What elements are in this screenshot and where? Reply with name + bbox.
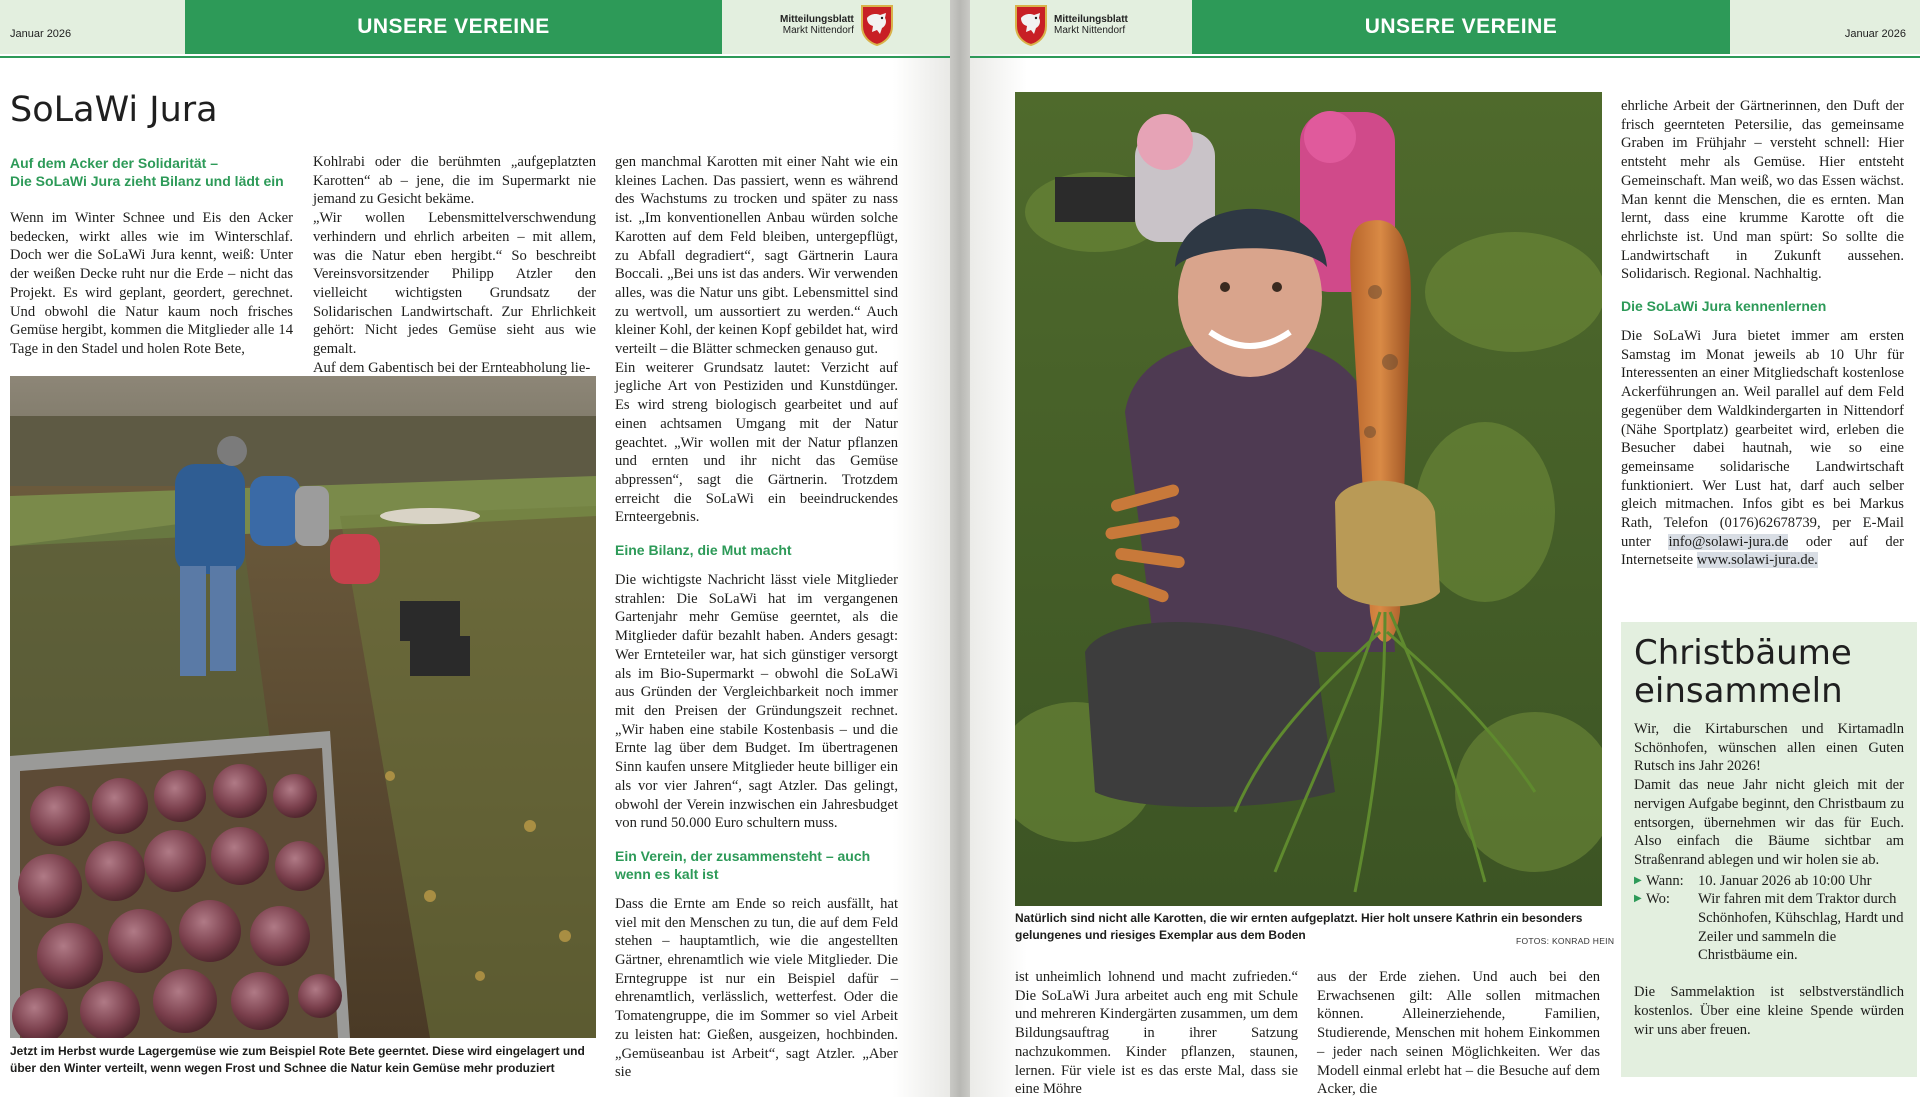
article-title: SoLaWi Jura [10,90,218,130]
photo-credit: FOTOS: KONRAD HEIN [1516,936,1615,946]
paragraph: „Wir wollen Lebensmittelverschwendung verhindern und ehrlich arbeiten – mit allem, was die Natur eben hergibt.“ So beschreibt Vereinsvorsitzender Philipp Atzler den vielleicht wichtigsten Grundsatz der Solidarischen Landwirtschaft. Zur Ehrlichkeit gehört: Nicht jedes Gemüse sieht aus wie gemalt. [313,210,596,358]
column-3 [615,153,898,1082]
section-title: UNSERE VEREINE [185,0,722,54]
column-2 [313,153,596,377]
masthead-line1: Mitteilungsblatt [1054,14,1128,25]
paragraph: aus der Erde ziehen. Und auch bei den Erwachsenen gilt: Alle sollen mitmachen können. Alleinerziehende, Familien, Studierende, Menschen mit hohem Einkommen – jeder nach seinen Möglichkeiten. Wer das Modell einmal erlebt hat – die Besuche auf dem Acker, die [1317,969,1600,1097]
masthead-line2: Markt Nittendorf [782,25,854,36]
section-title: UNSERE VEREINE [1192,0,1730,54]
column-1 [10,209,293,359]
municipal-crest-icon [1014,4,1048,46]
box-title: Christbäume einsammeln [1634,633,1852,711]
pickup-details [1634,872,1904,966]
paragraph: Damit das neue Jahr nicht gleich mit der nervigen Aufgabe beginnt, den Christbaum zu entsorgen, übernehmen wir das für Euch. Also einfach die Bäume sichtbar am Straßenrand ablegen und wir holen sie ab. [1634,777,1904,868]
issue-date: Januar 2026 [1844,28,1906,40]
paragraph: Wenn im Winter Schnee und Eis den Acker bedecken, wirkt alles wie im Winterschlaf. Doch wer die SoLaWi Jura kennt, weiß: Unter der weißen Decke ruht nur die Erde – nicht das Projekt. Es wird geplant, geordert, gerechnet. Und obwohl die Natur kaum noch frisches Gemüse hergibt, kommen die Mitglieder alle 14 Tage in den Stadel und holen Rote Bete, [10,210,293,357]
right-page [970,0,1920,1097]
where-label: Wo: [1646,891,1670,908]
issue-date: Januar 2026 [10,28,72,40]
spine-gutter [950,0,970,1097]
when-label: Wann: [1646,872,1684,889]
paragraph: Die Sammelaktion ist selbstverständlich kostenlos. Über eine kleine Spende würden wir uns aber freuen. [1634,984,1904,1038]
paragraph: ist unheimlich lohnend und macht zufrieden.“ Die SoLaWi Jura arbeitet auch eng mit Schule und mehreren Kindergärten zusammen, um dem Bildungsauftrag in ihrer Satzung nachzukommen. Kinder pflanzen, staunen, lernen. Für viele ist es das erste Mal, dass sie eine Möhre [1015,969,1298,1097]
masthead-line1: Mitteilungsblatt [780,14,854,25]
header-rule [970,56,1920,58]
masthead [780,4,894,46]
carrot-harvest-photo [1015,92,1602,906]
left-page [0,0,950,1097]
paragraph: Die wichtigste Nachricht lässt viele Mitglieder strahlen: Die SoLaWi hat im vergangenen Gartenjahr mehr Gemüse geerntet, als die Mitglieder dafür bezahlt haben. Anders gesagt: Wer Ernteteiler war, hat sich günstiger versorgt als im Bio-Supermarkt – obwohl die SoLaWi aus Gründen der Vergleichbarkeit noch immer mit den Preisen der Gründungszeit rechnet. „Wir haben eine stabile Kostenbasis – und die Ernte lag über dem Budget. Im übertragenen Sinn kaufen unsere Mitglieder heute billiger ein als vor vier Jahren“, sagt Atzler. Das gelingt, obwohl der Verein inzwischen ein Jahresbudget von rund 50.000 Euro schultern muss. [615,572,898,832]
when-value: 10. Januar 2026 ab 10:00 Uhr [1698,872,1872,889]
masthead [1014,4,1128,46]
paragraph: Dass die Ernte am Ende so reich ausfällt, hat viel mit den Menschen zu tun, die auf dem Feld stehen – hauptamtlich, wie die angestellten Gärtner, ehrenamtlich wie viele Mitglieder. Die Erntegruppe ist nur ein Beispiel dafür – ehrenamtlich, verlässlich, wetterfest. Oder die Tomatengruppe, die im Sommer so viel Arbeit zu leisten hat: Gießen, ausgeizen, hochbinden. „Gemüseanbau ist Arbeit“, sagt Atzler. „Aber sie [615,895,898,1081]
section-subhead: Ein Verein, der zusammensteht – auch wenn es kalt ist [615,847,871,882]
triangle-bullet-icon: ▶ [1634,893,1642,905]
paragraph: Wir, die Kirtaburschen und Kirtamadln Schönhofen, wünschen allen einen Guten Rutsch ins Jahr 2026! [1634,721,1904,775]
photo-caption: Jetzt im Herbst wurde Lagergemüse wie zum Beispiel Rote Bete geerntet. Diese wird eingelagert und über den Winter verteilt, wenn wegen Frost und Schnee die Natur kein Gemüse mehr produziert [10,1044,585,1075]
column-6 [1621,97,1904,570]
column-5 [1317,968,1600,1097]
section-subhead: Eine Bilanz, die Mut macht [615,542,792,559]
beetroot-harvest-photo [10,376,596,1038]
header-rule [0,56,950,58]
photo-caption: Natürlich sind nicht alle Karotten, die wir ernten aufgeplatzt. Hier holt unsere Kathrin ein besonders gelungenes und riesiges Exemplar aus dem Boden [1015,911,1583,942]
masthead-line2: Markt Nittendorf [1054,25,1126,36]
section-subhead: Die SoLaWi Jura kennenlernen [1621,298,1827,315]
triangle-bullet-icon: ▶ [1634,874,1642,886]
column-4 [1015,968,1298,1097]
paragraph: Kohlrabi oder die berühmten „aufgeplatzten Karotten“ ab – jene, die im Supermarkt nie jemand zu Gesicht bekäme. [313,154,596,208]
email-link[interactable]: info@solawi-jura.de [1668,533,1789,550]
article-subhead: Auf dem Acker der Solidarität – Die SoLaWi Jura zieht Bilanz und lädt ein [10,155,284,189]
paragraph: Auf dem Gabentisch bei der Ernteabholung lie- [313,359,591,376]
paragraph: ehrliche Arbeit der Gärtnerinnen, den Duft der frisch geernteten Petersilie, das gemeinsame Graben im Frühjahr – versteht schnell: Hier entsteht mehr als Gemüse. Hier entsteht Gemeinschaft. Man weiß, wo das Essen wächst. Man kennt die Menschen, die es ernten. Man lernt, dass eine krumme Karotte oft die ehrlichste ist. Und man spürt: So sollte die Landwirtschaft in Zukunft aussehen. Solidarisch. Regional. Nachhaltig. [1621,98,1904,283]
where-value: Wir fahren mit dem Traktor durch Schönhofen, Kühschlag, Hardt und Zeiler und sammeln die Christbäume ein. [1698,891,1904,964]
paragraph: Ein weiterer Grundsatz lautet: Verzicht auf jegliche Art von Pestiziden und Kunstdünger. Es wird streng biologisch gearbeitet und auf einen achtsamen Umgang mit der Natur geachtet. „Wir wollen mit der Natur pflanzen und ernten und ihr nicht das Gemüse abpressen“, sagt die Gärtnerin. Trotzdem erreicht die SoLaWi ein beeindruckendes Ernteergebnis. [615,359,898,526]
christmas-tree-box [1621,622,1917,1077]
municipal-crest-icon [860,4,894,46]
paragraph: gen manchmal Karotten mit einer Naht wie ein kleines Lachen. Das passiert, wenn es während des Wachstums zu trocken und später zu nass ist. „Im konventionellen Anbau würden solche Karotten auf dem Feld bleiben, untergepflügt, zu Abfall degradiert“, sagt Gärtnerin Laura Boccali. „Bei uns ist das anders. Wir verwenden alles, was die Natur uns gibt. Lebensmittel sind zu wertvoll, um aussortiert zu werden.“ Auch kleiner Kohl, der keinen Kopf gebildet hat, wird verteilt – die Blätter schmecken genauso gut. [615,154,898,358]
website-link[interactable]: www.solawi-jura.de. [1696,552,1818,569]
paragraph: Die SoLaWi Jura bietet immer am ersten Samstag im Monat jeweils ab 10 Uhr für Interessenten an einer Mitgliedschaft kostenlose Ackerführungen an. Weil parallel auf dem Feld gegenüber dem Waldkindergarten in Nittendorf (Nähe Sportplatz) gearbeitet wird, erleben die Besucher dabei hautnah, wie so eine gemeinsame solidarische Landwirtschaft funktioniert. Wer Lust hat, darf auch selber gleich mitmachen. Infos gibt es bei Markus Rath, Telefon (0176)62678739, per E-Mail unter info@solawi-jura.de oder auf der Internetseite www.solawi-jura.de. [1621,328,1904,569]
